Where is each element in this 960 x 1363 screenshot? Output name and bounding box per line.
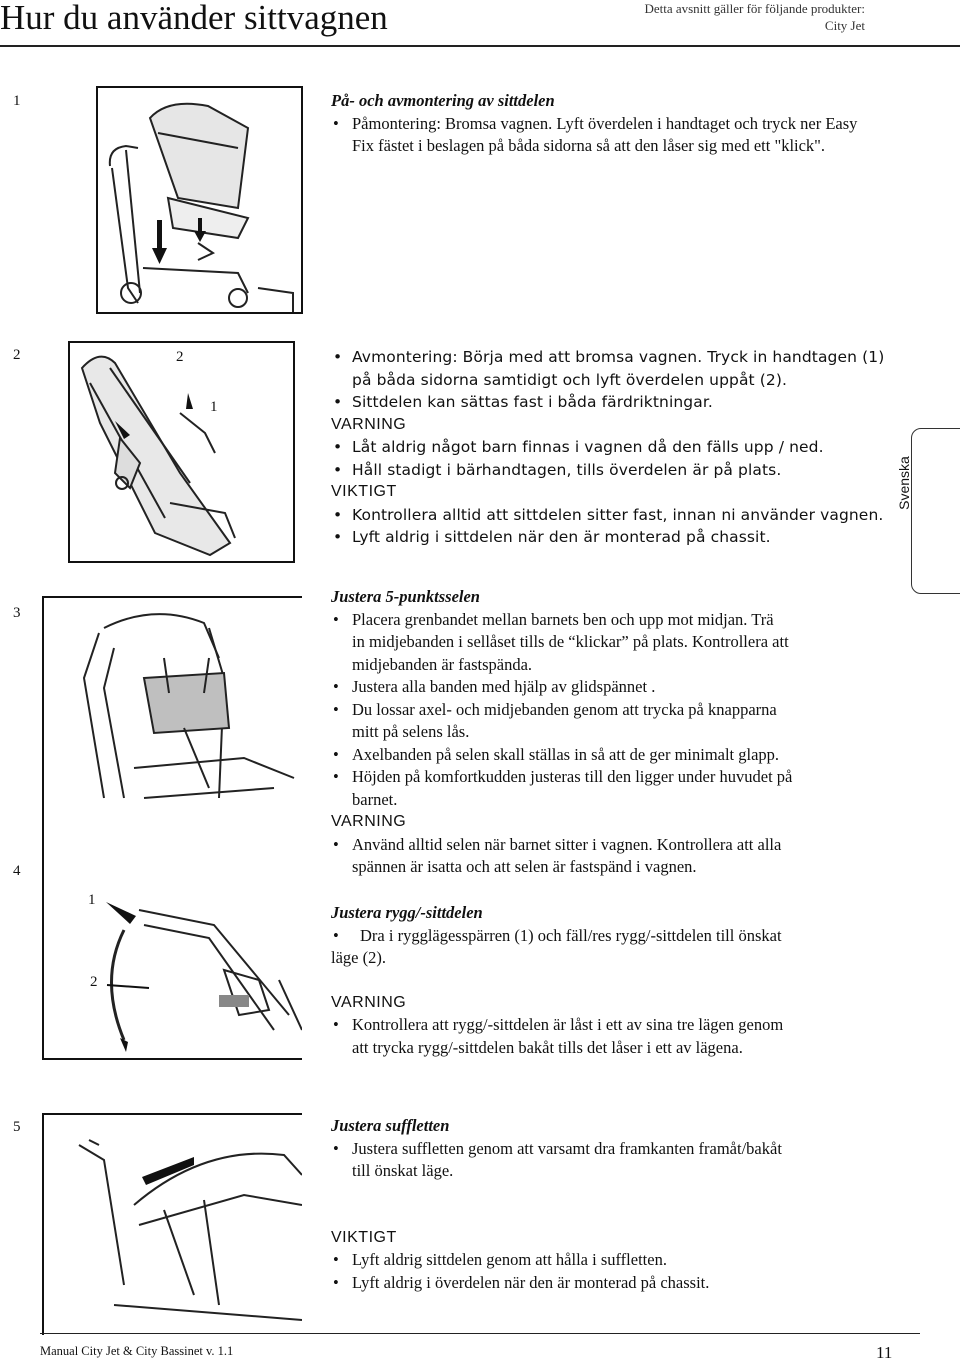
figure2-label-handle: 1	[210, 399, 218, 415]
list-item	[331, 699, 891, 744]
section3-heading: Justera 5-punktsselen	[331, 587, 480, 606]
list-item	[331, 609, 891, 677]
header-note	[644, 0, 865, 34]
figure-canopy	[42, 1113, 302, 1335]
section3-b1-line2: in midjebanden i sellåset tills de “klickar” på plats. Kontrollera att	[352, 632, 789, 651]
section-seat-removal	[331, 346, 891, 549]
section2-warning-label: VARNING	[331, 415, 407, 433]
list-item	[331, 1014, 891, 1059]
list-item: • Låt aldrig något barn finnas i vagnen då den fälls upp / ned.	[331, 436, 891, 459]
section3-b5-line1: • Höjden på komfortkudden justeras till den ligger under huvudet på	[352, 767, 793, 786]
section3-w1-line2: spännen är isatta och att selen är fastspänd i vagnen.	[352, 857, 697, 876]
canopy-illustration	[44, 1115, 302, 1335]
header-note-line2: City Jet	[824, 18, 865, 33]
spacer	[331, 970, 891, 992]
section1-bullet1-line1: • Påmontering: Bromsa vagnen. Lyft överdelen i handtaget och tryck ner Easy	[352, 113, 858, 133]
list-item	[331, 113, 891, 158]
figure4-label-position: 2	[90, 974, 98, 990]
section2-important-label: VIKTIGT	[331, 483, 397, 500]
list-item: • Sittdelen kan sättas fast i båda färdriktningar.	[331, 391, 891, 414]
section2-b1-line1: • Avmontering: Börja med att bromsa vagnen. Tryck in handtagen (1)	[352, 348, 885, 366]
section2-warning-list	[331, 436, 891, 481]
step-number-2: 2	[13, 347, 21, 363]
section1-heading: På- och avmontering av sittdelen	[331, 91, 555, 110]
backrest-illustration	[44, 830, 302, 1058]
section5-list	[331, 1138, 891, 1183]
section4-b1-line1: • Dra i rygglägesspärren (1) och fäll/res rygg/-sittdelen till önskat	[360, 925, 782, 945]
list-item	[331, 925, 891, 948]
list-item: • Lyft aldrig sittdelen genom att hålla i suffletten.	[331, 1249, 891, 1272]
section4-heading: Justera rygg/-sittdelen	[331, 903, 483, 922]
figure-seat-removal	[68, 341, 295, 563]
section4-warning-label: VARNING	[331, 993, 407, 1011]
section3-b5-line2: barnet.	[352, 789, 398, 809]
page-title: Hur du använder sittvagnen	[0, 0, 388, 37]
section5-b1-line1: • Justera suffletten genom att varsamt dra framkanten framåt/bakåt	[352, 1138, 782, 1158]
section-backrest	[331, 902, 891, 1059]
list-item	[331, 346, 891, 391]
step-number-5: 5	[13, 1119, 21, 1135]
section4-b1-line2: läge (2).	[331, 948, 386, 967]
figure-backrest	[42, 830, 302, 1060]
step-number-4: 4	[13, 863, 21, 879]
section3-w1-line1: • Använd alltid selen när barnet sitter i vagnen. Kontrollera att alla	[352, 834, 782, 854]
section4-w1-line2: att trycka rygg/-sittdelen bakåt tills det låser i ett av lägena.	[352, 1037, 743, 1057]
footer-divider	[40, 1333, 920, 1334]
footer-manual-title: Manual City Jet & City Bassinet v. 1.1	[40, 1344, 234, 1358]
page-number: 11	[876, 1343, 893, 1362]
header-note-line1: Detta avsnitt gäller för följande produkter:	[644, 1, 865, 16]
section-seat-mounting	[331, 90, 891, 158]
section5-heading: Justera suffletten	[331, 1116, 450, 1135]
section4-list	[331, 925, 891, 948]
language-tab	[896, 428, 960, 594]
section4-warning-list	[331, 1014, 891, 1059]
figure4-label-lever: 1	[88, 892, 96, 908]
language-tab-label: Svenska	[896, 456, 912, 510]
list-item	[331, 766, 891, 811]
section3-list	[331, 609, 891, 812]
figure-harness	[42, 596, 302, 832]
list-item: • Lyft aldrig i sittdelen när den är monterad på chassit.	[331, 526, 891, 549]
section3-b1-line1: • Placera grenbandet mellan barnets ben och upp mot midjan. Trä	[352, 609, 774, 629]
list-item: • Kontrollera alltid att sittdelen sitter fast, innan ni använder vagnen.	[331, 504, 891, 527]
section-harness	[331, 586, 891, 879]
header-divider	[0, 45, 960, 47]
section5-important-label: VIKTIGT	[331, 1228, 397, 1246]
step-number-1: 1	[13, 93, 21, 109]
section2-b1-line2: på båda sidorna samtidigt och lyft överdelen uppåt (2).	[352, 370, 788, 389]
section3-b1-line3: midjebanden är fastspända.	[352, 654, 533, 674]
section3-warning-list	[331, 834, 891, 879]
section2-list	[331, 346, 891, 414]
list-item: • Justera alla banden med hjälp av glidspännet .	[331, 676, 891, 699]
list-item: • Håll stadigt i bärhandtagen, tills överdelen är på plats.	[331, 459, 891, 482]
list-item	[331, 834, 891, 879]
seat-unit-illustration	[70, 343, 293, 561]
section5-b1-line2: till önskat läge.	[352, 1161, 454, 1180]
spacer	[331, 1183, 891, 1227]
section5-important-list	[331, 1249, 891, 1294]
list-item: • Lyft aldrig i överdelen när den är monterad på chassit.	[331, 1272, 891, 1295]
harness-illustration	[44, 598, 302, 832]
figure2-label-lift: 2	[176, 349, 184, 365]
stroller-mounting-illustration	[98, 88, 301, 312]
section3-warning-label: VARNING	[331, 813, 407, 830]
list-item: • Axelbanden på selen skall ställas in så att de ger minimalt glapp.	[331, 744, 891, 767]
section1-list	[331, 113, 891, 158]
section3-b3-line2: mitt på selens lås.	[352, 722, 470, 741]
step-number-3: 3	[13, 605, 21, 621]
section1-bullet1-line2: Fix fästet i beslagen på båda sidorna så att den låser sig med ett "klick".	[352, 136, 826, 155]
section4-w1-line1: • Kontrollera att rygg/-sittdelen är låst i ett av sina tre lägen genom	[352, 1015, 784, 1034]
section-canopy	[331, 1115, 891, 1294]
section2-important-list	[331, 504, 891, 549]
figure-seat-mounting	[96, 86, 303, 314]
list-item	[331, 1138, 891, 1183]
section3-b3-line1: • Du lossar axel- och midjebanden genom att trycka på knapparna	[352, 699, 777, 719]
